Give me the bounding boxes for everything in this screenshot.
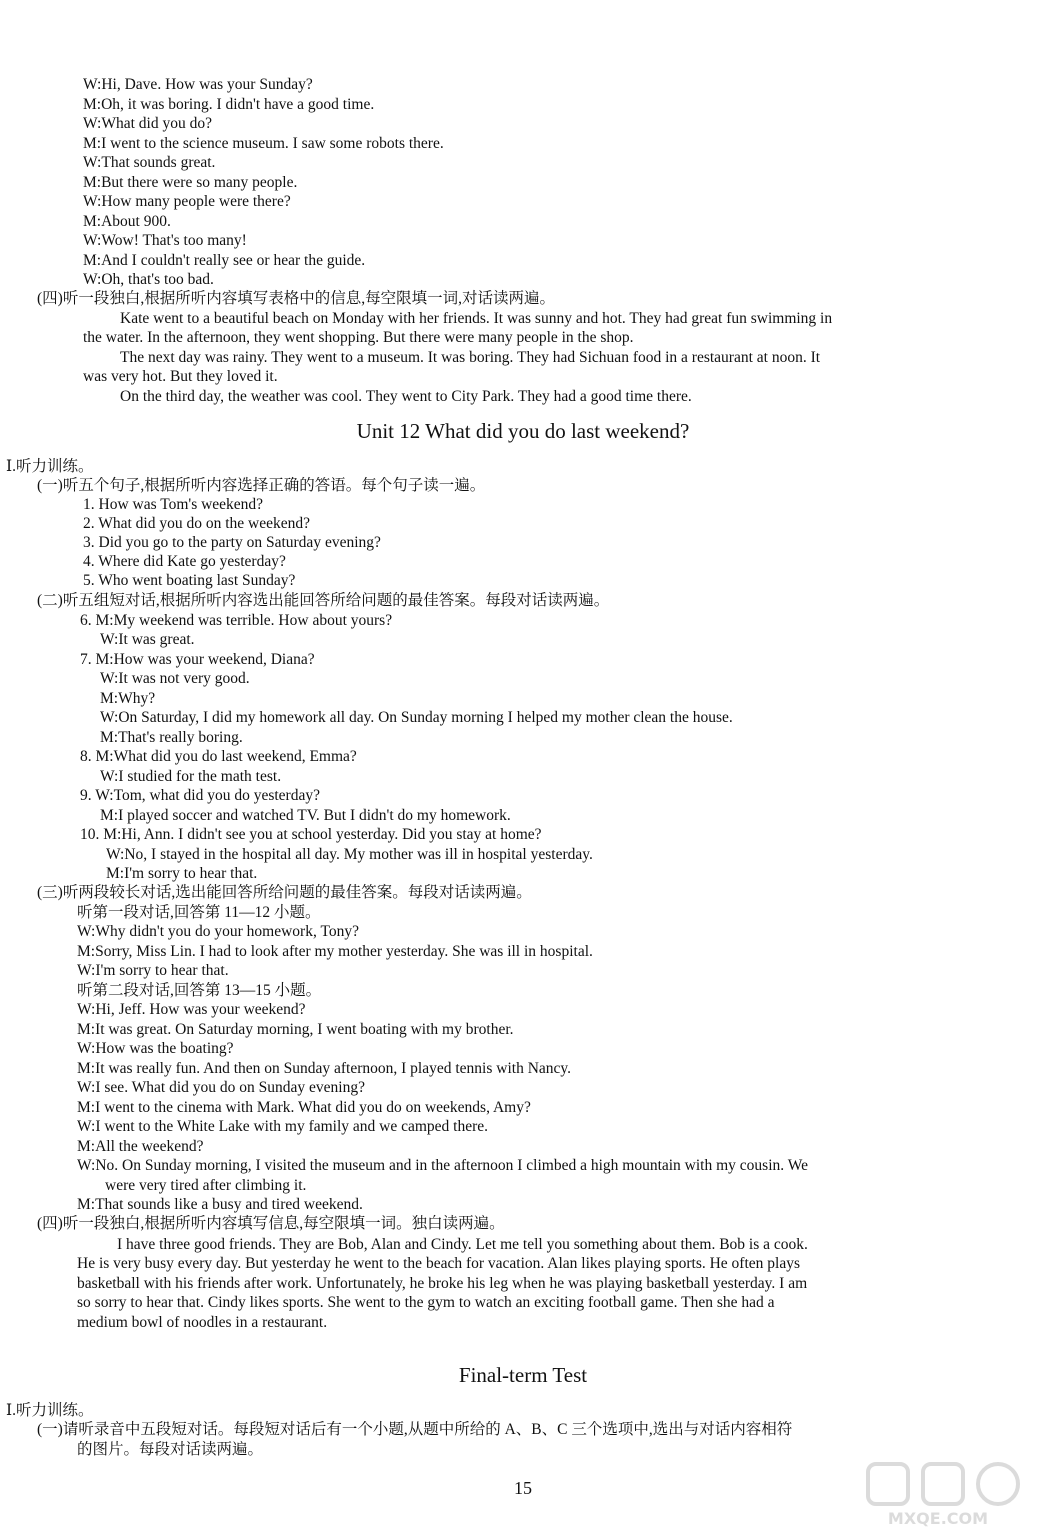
passage-line: was very hot. But they loved it. — [83, 368, 278, 385]
watermark-logo-icon — [848, 1458, 1028, 1528]
dialogue-line: W:That sounds great. — [83, 154, 216, 171]
dialogue-line: W:What did you do? — [83, 115, 212, 132]
dialogue-line: W:I see. What did you do on Sunday evening? — [77, 1079, 365, 1096]
dialogue-line: W:No, I stayed in the hospital all day. My mother was ill in hospital yesterday. — [106, 846, 593, 863]
dialogue-line: M:About 900. — [83, 213, 171, 230]
passage-line: On the third day, the weather was cool. They went to City Park. They had a good time there. — [120, 388, 692, 405]
question-item: 3. Did you go to the party on Saturday evening? — [83, 534, 381, 551]
section-heading: (三)听两段较长对话,选出能回答所给问题的最佳答案。每段对话读两遍。 — [37, 884, 532, 901]
section-heading: (一)听五个句子,根据所听内容选择正确的答语。每个句子读一遍。 — [37, 477, 486, 494]
dialogue-line: M:All the weekend? — [77, 1138, 204, 1155]
dialogue-line: 10. M:Hi, Ann. I didn't see you at school yesterday. Did you stay at home? — [80, 826, 542, 843]
dialogue-line: W:How was the boating? — [77, 1040, 234, 1057]
section-heading: (四)听一段独白,根据所听内容填写信息,每空限填一词。独白读两遍。 — [37, 1215, 505, 1232]
dialogue-line: 7. M:How was your weekend, Diana? — [80, 651, 315, 668]
sub-heading: 听第二段对话,回答第 13—15 小题。 — [77, 982, 322, 999]
watermark-text: MXQE.COM — [887, 1509, 989, 1528]
dialogue-line: M:But there were so many people. — [83, 174, 298, 191]
passage-line: Kate went to a beautiful beach on Monday with her friends. It was sunny and hot. They had great fun swimming in — [120, 310, 833, 327]
dialogue-line: M:And I couldn't really see or hear the guide. — [83, 252, 366, 269]
passage-line: medium bowl of noodles in a restaurant. — [77, 1314, 328, 1331]
dialogue-line: were very tired after climbing it. — [105, 1177, 307, 1194]
section-heading: 的图片。每段对话读两遍。 — [77, 1441, 264, 1458]
dialogue-line: 8. M:What did you do last weekend, Emma? — [80, 748, 357, 765]
dialogue-line: M:I played soccer and watched TV. But I didn't do my homework. — [100, 807, 511, 824]
passage-line: He is very busy every day. But yesterday he went to the beach for vacation. Alan likes playing sports. He often plays — [77, 1255, 800, 1272]
dialogue-line: M:I'm sorry to hear that. — [106, 865, 258, 882]
dialogue-line: W:I'm sorry to hear that. — [77, 962, 229, 979]
dialogue-line: W:On Saturday, I did my homework all day. On Sunday morning I helped my mother clean the house. — [100, 709, 733, 726]
dialogue-line: W:I went to the White Lake with my family and we camped there. — [77, 1118, 489, 1135]
dialogue-line: W:It was not very good. — [100, 670, 250, 687]
section-heading: (一)请听录音中五段短对话。每段短对话后有一个小题,从题中所给的 A、B、C 三个选项中,选出与对话内容相符 — [37, 1421, 793, 1438]
question-item: 5. Who went boating last Sunday? — [83, 572, 296, 589]
dialogue-line: M:Oh, it was boring. I didn't have a good time. — [83, 96, 375, 113]
question-item: 2. What did you do on the weekend? — [83, 515, 310, 532]
dialogue-line: M:Why? — [100, 690, 156, 707]
dialogue-line: 6. M:My weekend was terrible. How about yours? — [80, 612, 393, 629]
question-item: 4. Where did Kate go yesterday? — [83, 553, 286, 570]
dialogue-line: W:How many people were there? — [83, 193, 291, 210]
dialogue-line: W:Wow! That's too many! — [83, 232, 247, 249]
dialogue-line: W:Hi, Jeff. How was your weekend? — [77, 1001, 306, 1018]
part-heading: Ⅰ.听力训练。 — [6, 1402, 94, 1419]
sub-heading: 听第一段对话,回答第 11—12 小题。 — [77, 904, 321, 921]
dialogue-line: 9. W:Tom, what did you do yesterday? — [80, 787, 320, 804]
dialogue-line: W:Why didn't you do your homework, Tony? — [77, 923, 359, 940]
dialogue-line: W:It was great. — [100, 631, 195, 648]
unit-title: Unit 12 What did you do last weekend? — [356, 419, 690, 443]
dialogue-line: M:I went to the science museum. I saw some robots there. — [83, 135, 444, 152]
page-number: 15 — [514, 1478, 532, 1498]
dialogue-line: M:Sorry, Miss Lin. I had to look after my mother yesterday. She was ill in hospital. — [77, 943, 593, 960]
dialogue-line: M:It was great. On Saturday morning, I went boating with my brother. — [77, 1021, 514, 1038]
passage-line: basketball with his friends after work. Unfortunately, he broke his leg when he was playing basketball yesterday. I am — [77, 1275, 808, 1292]
dialogue-line: W:I studied for the math test. — [100, 768, 282, 785]
question-item: 1. How was Tom's weekend? — [83, 496, 264, 513]
dialogue-line: W:No. On Sunday morning, I visited the museum and in the afternoon I climbed a high mountain with my cousin. We — [77, 1157, 809, 1174]
section-heading: (四)听一段独白,根据所听内容填写表格中的信息,每空限填一词,对话读两遍。 — [37, 290, 555, 307]
passage-line: I have three good friends. They are Bob, Alan and Cindy. Let me tell you something about them. Bob is a cook. — [117, 1236, 808, 1253]
passage-line: The next day was rainy. They went to a museum. It was boring. They had Sichuan food in a restaurant at noon. It — [120, 349, 821, 366]
dialogue-line: M:That sounds like a busy and tired weekend. — [77, 1196, 363, 1213]
part-heading: Ⅰ.听力训练。 — [6, 458, 94, 475]
dialogue-line: W:Oh, that's too bad. — [83, 271, 214, 288]
section-heading: (二)听五组短对话,根据所听内容选出能回答所给问题的最佳答案。每段对话读两遍。 — [37, 592, 610, 609]
dialogue-line: W:Hi, Dave. How was your Sunday? — [83, 76, 313, 93]
dialogue-line: M:I went to the cinema with Mark. What did you do on weekends, Amy? — [77, 1099, 531, 1116]
final-title: Final-term Test — [458, 1363, 588, 1387]
dialogue-line: M:That's really boring. — [100, 729, 243, 746]
passage-line: so sorry to hear that. Cindy likes sports. She went to the gym to watch an exciting football game. Then she had a — [77, 1294, 775, 1311]
dialogue-line: M:It was really fun. And then on Sunday afternoon, I played tennis with Nancy. — [77, 1060, 572, 1077]
passage-line: the water. In the afternoon, they went shopping. But there were many people in the shop. — [83, 329, 634, 346]
